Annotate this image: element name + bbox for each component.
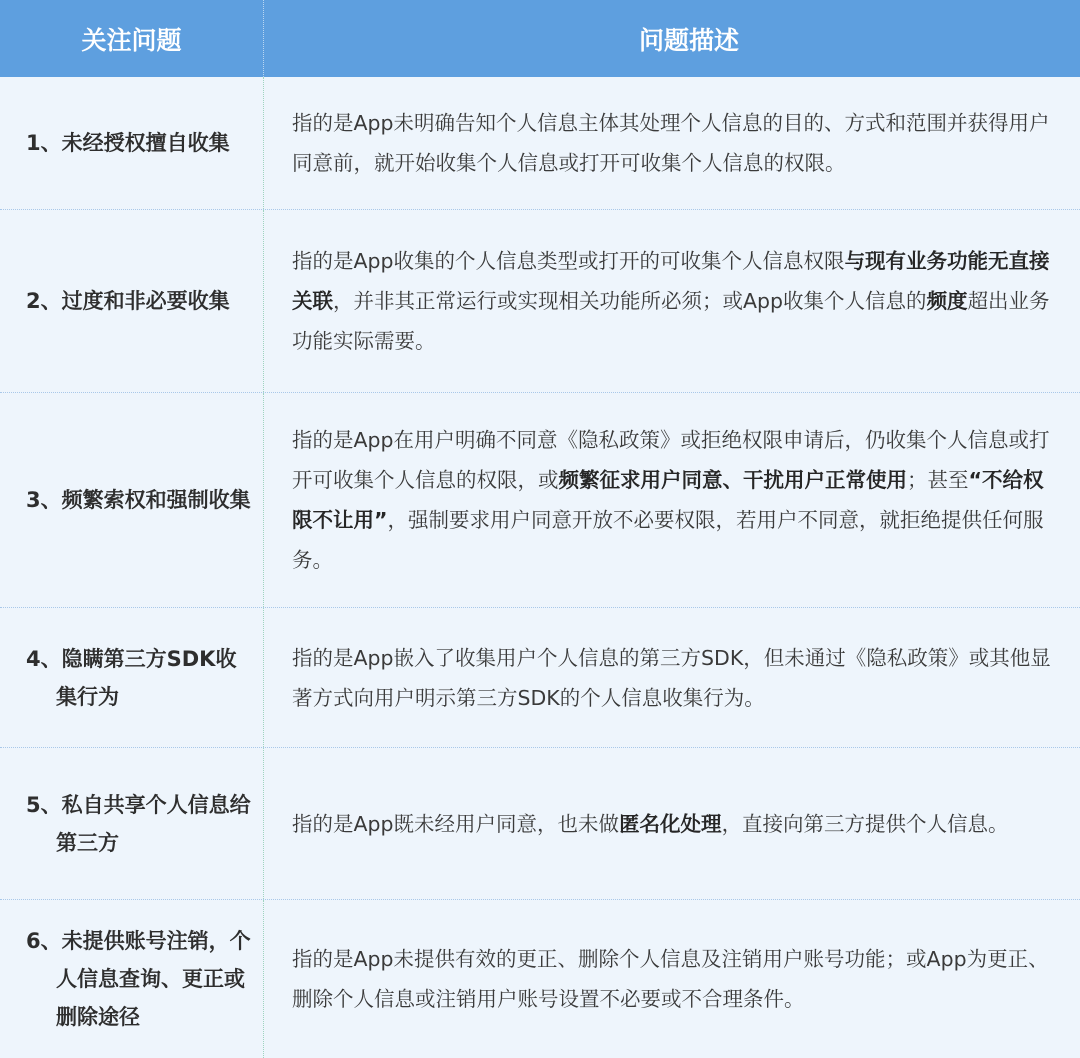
issue-description: 指的是App嵌入了收集用户个人信息的第三方SDK，但未通过《隐私政策》或其他显著方式向用户明示第三方SDK的个人信息收集行为。 [292, 645, 1051, 710]
issue-description: 指的是App未提供有效的更正、删除个人信息及注销用户账号功能；或App为更正、删除个人信息或注销用户账号设置不必要或不合理条件。 [292, 947, 1049, 1011]
table-row [0, 900, 1080, 1058]
emphasis: 频繁征求用户同意、干扰用户正常使用 [558, 468, 907, 492]
issue-description: 指的是App收集的个人信息类型或打开的可收集个人信息权限与现有业务功能无直接关联，并非其正常运行或实现相关功能所必须；或App收集个人信息的频度超出业务功能实际需要。 [292, 249, 1050, 353]
issue-description: 指的是App既未经用户同意，也未做匿名化处理，直接向第三方提供个人信息。 [292, 811, 1009, 836]
issue-label: 1、未经授权擅自收集 [26, 131, 230, 155]
emphasis: “不给权限不让用” [292, 468, 1044, 532]
table-row [0, 77, 1080, 210]
table-header [0, 0, 1080, 77]
header-col-description: 问题描述 [638, 25, 739, 55]
emphasis: 与现有业务功能无直接关联 [292, 249, 1050, 313]
issue-label: 6、未提供账号注销，个人信息查询、更正或删除途径 [26, 929, 251, 1029]
emphasis: 频度 [926, 289, 968, 313]
issue-description: 指的是App未明确告知个人信息主体其处理个人信息的目的、方式和范围并获得用户同意前，就开始收集个人信息或打开可收集个人信息的权限。 [292, 111, 1050, 175]
emphasis: 匿名化处理 [619, 811, 722, 836]
issue-label: 3、频繁索权和强制收集 [26, 488, 251, 512]
table-row [0, 210, 1080, 393]
issue-description: 指的是App在用户明确不同意《隐私政策》或拒绝权限申请后，仍收集个人信息或打开可收集个人信息的权限，或频繁征求用户同意、干扰用户正常使用；甚至“不给权限不让用”，强制要求用户同意开放不必要权限，若用户不同意，就拒绝提供任何服务。 [292, 428, 1050, 572]
issue-label: 4、隐瞒第三方SDK收集行为 [26, 646, 237, 709]
table-row [0, 748, 1080, 900]
header-col-issue: 关注问题 [81, 25, 182, 55]
issue-label: 5、私自共享个人信息给第三方 [26, 792, 251, 855]
table-row [0, 608, 1080, 748]
issue-label: 2、过度和非必要收集 [26, 289, 230, 313]
table-row [0, 393, 1080, 608]
